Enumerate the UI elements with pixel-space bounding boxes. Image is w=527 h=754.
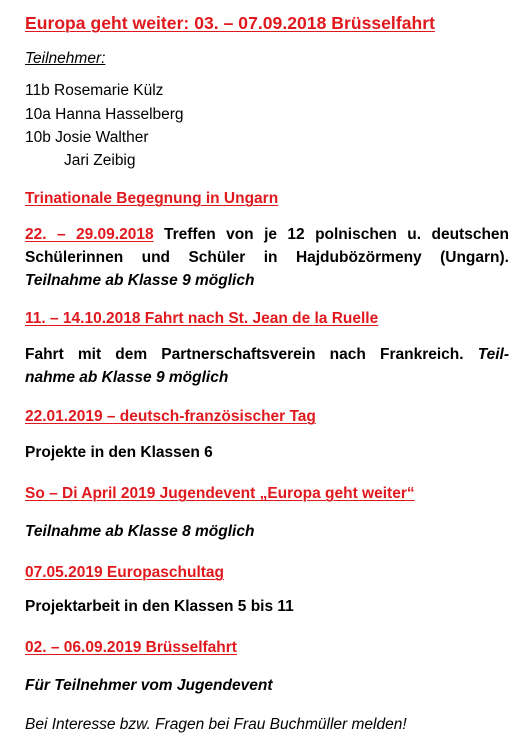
footer-note: Bei Interesse bzw. Fragen bei Frau Buchmüller melden!: [25, 716, 407, 733]
brussels-text: Für Teilnehmer vom Jugendevent: [25, 677, 273, 694]
france-text-1b: Teil-: [477, 346, 510, 363]
trinational-line-2: Schülerinnen und Schüler in Hajdubözörmeny (Ungarn).: [25, 249, 509, 266]
france-line-1: [25, 346, 509, 364]
section-heading-europeday: 07.05.2019 Europaschultag: [25, 564, 225, 581]
participants-label: Teilnehmer:: [25, 50, 106, 67]
section-heading-dfday: 22.01.2019 – deutsch-französischer Tag: [25, 408, 316, 425]
trinational-date: 22. – 29.09.2018: [25, 226, 154, 243]
section-heading-youth: So – Di April 2019 Jugendevent „Europa geht weiter“: [25, 485, 415, 502]
europeday-text: Projektarbeit in den Klassen 5 bis 11: [25, 598, 294, 615]
youth-text: Teilnahme ab Klasse 8 möglich: [25, 523, 255, 540]
document-title: Europa geht weiter: 03. – 07.09.2018 Brüsselfahrt: [25, 13, 435, 33]
participant-item: 10b Josie Walther: [25, 129, 149, 146]
trinational-text-1: Treffen von je 12 polnischen u. deutschen: [164, 226, 509, 243]
france-line-2: nahme ab Klasse 9 möglich: [25, 369, 229, 386]
participant-item: Jari Zeibig: [64, 152, 136, 169]
section-heading-trinational: Trinationale Begegnung in Ungarn: [25, 190, 279, 207]
participant-item: 11b Rosemarie Külz: [25, 82, 164, 99]
section-heading-brussels: 02. – 06.09.2019 Brüsselfahrt: [25, 639, 237, 656]
trinational-line-1: [25, 226, 509, 244]
participant-item: 10a Hanna Hasselberg: [25, 106, 184, 123]
trinational-line-3: Teilnahme ab Klasse 9 möglich: [25, 272, 255, 289]
france-text-1: Fahrt mit dem Partnerschaftsverein nach Frankreich.: [25, 346, 464, 363]
section-heading-france: 11. – 14.10.2018 Fahrt nach St. Jean de la Ruelle: [25, 310, 379, 327]
dfday-text: Projekte in den Klassen 6: [25, 444, 213, 461]
